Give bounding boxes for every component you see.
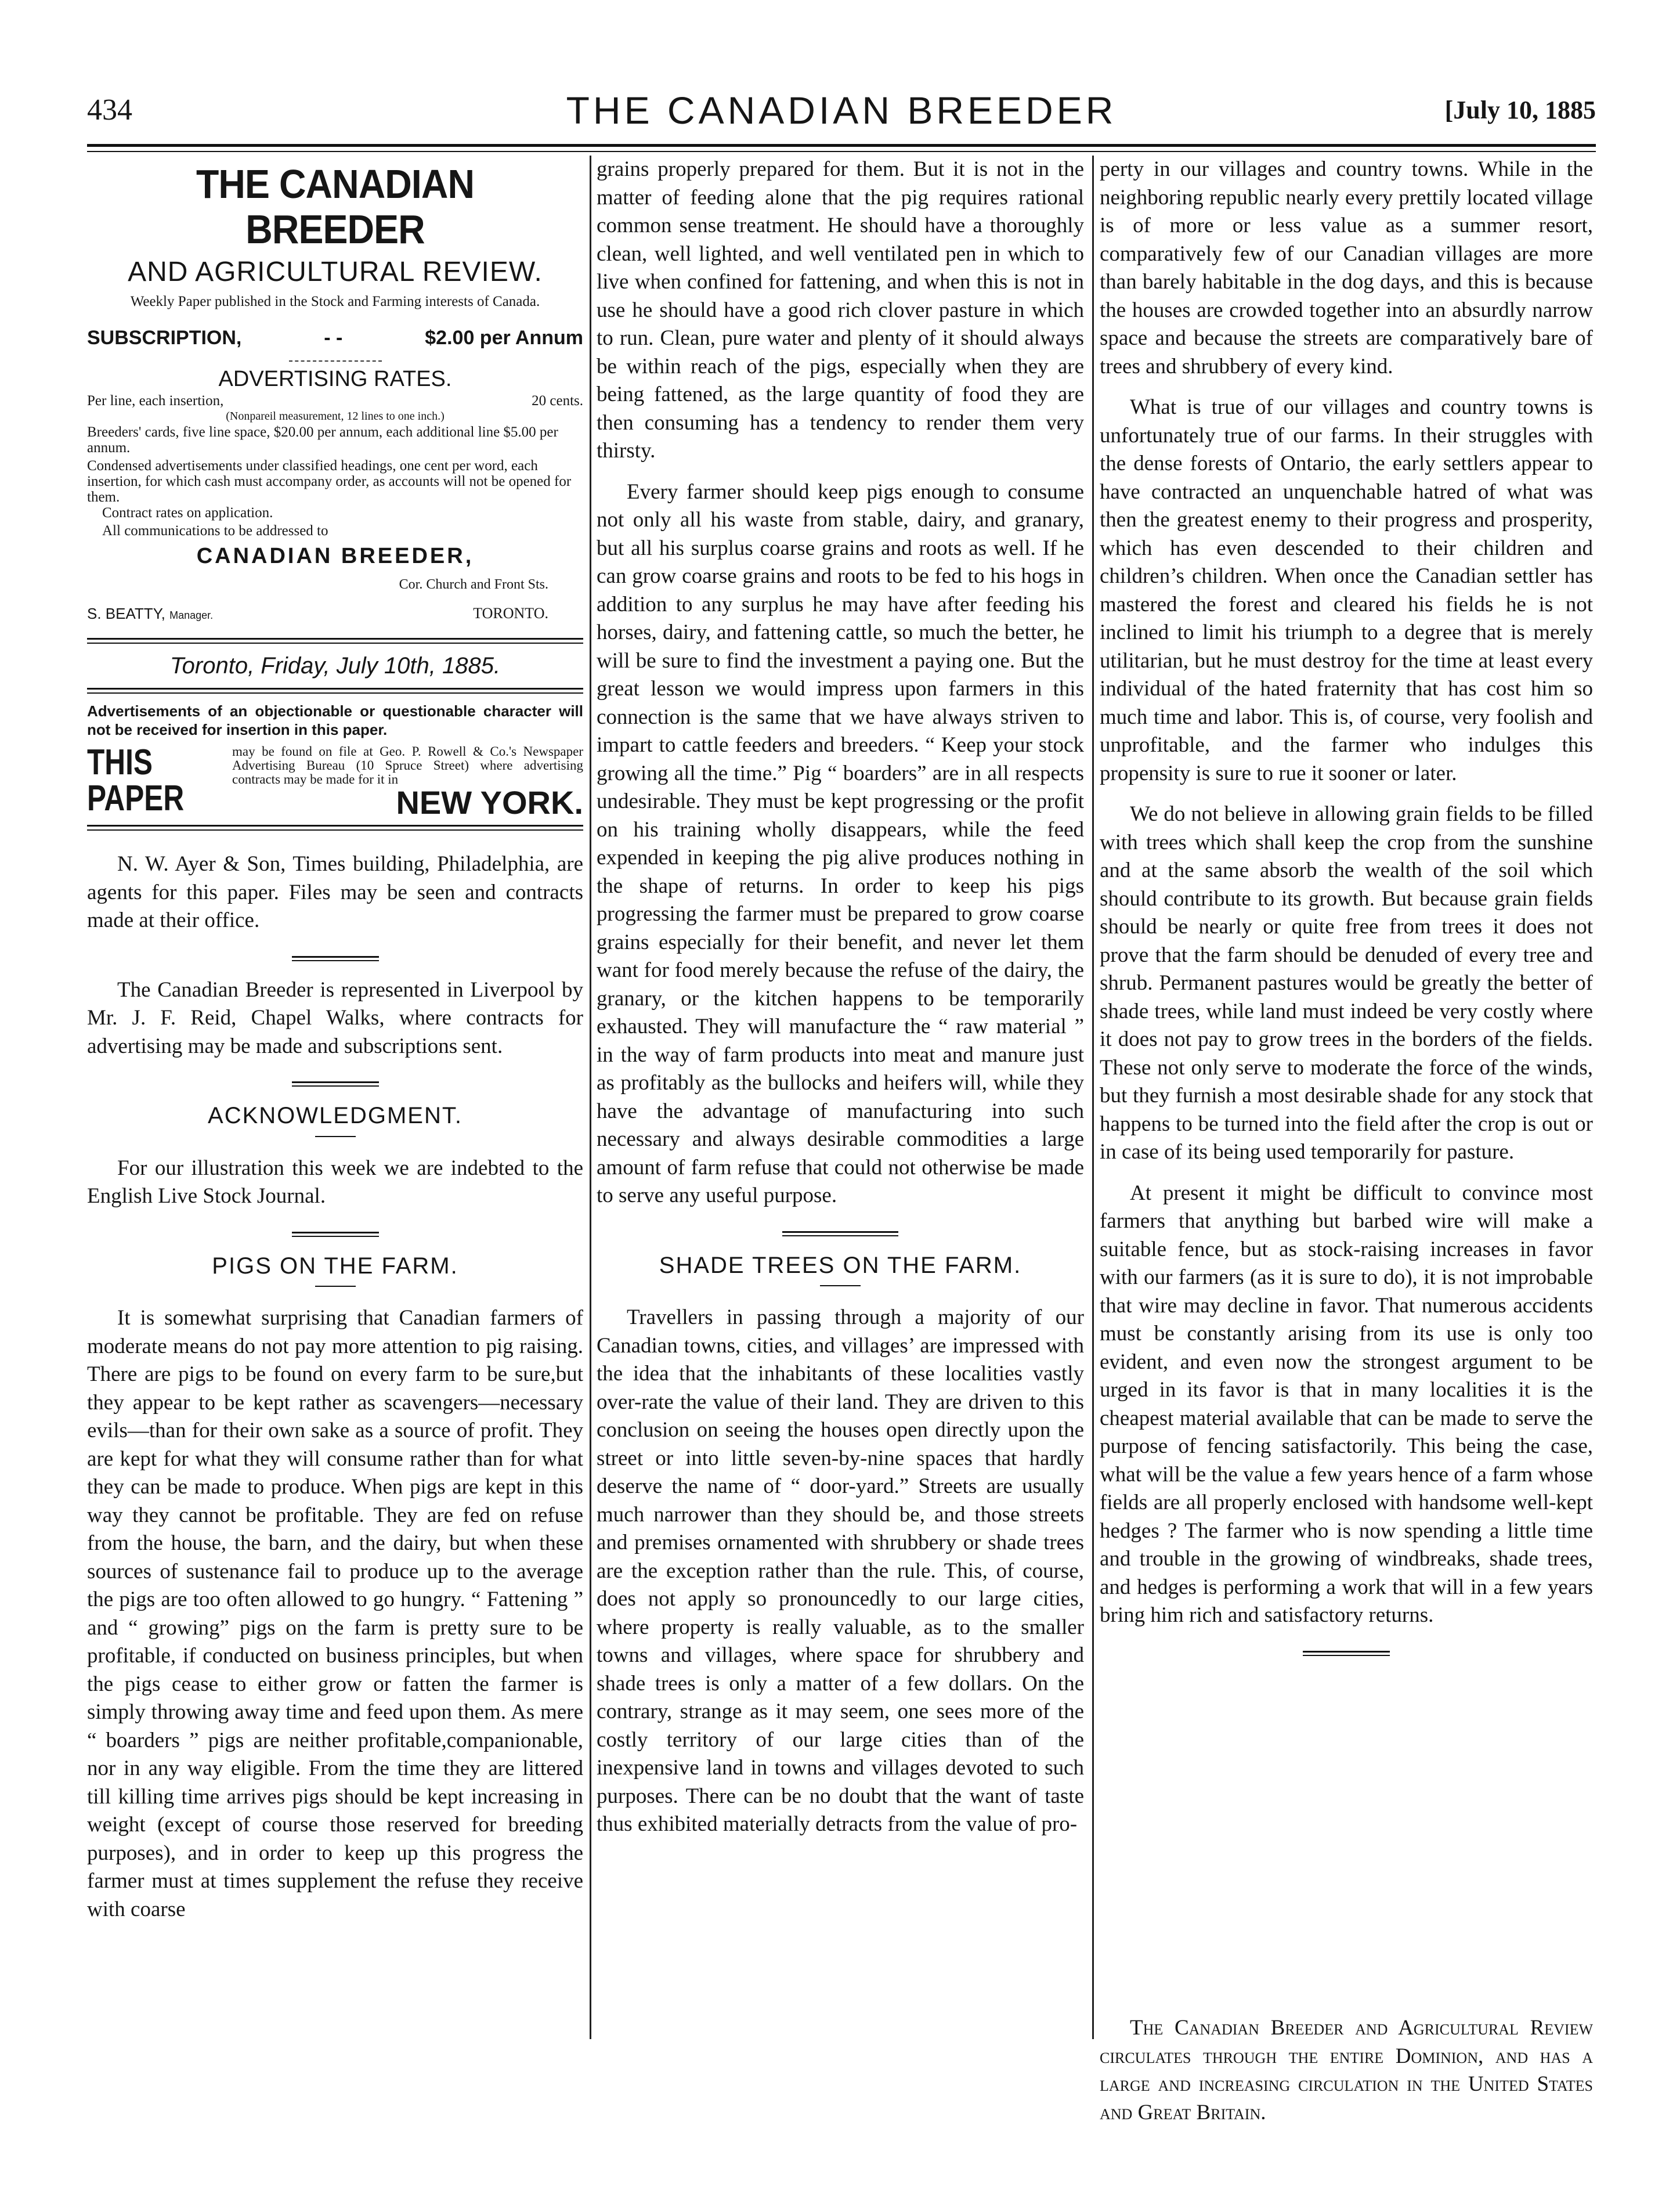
shade-paragraph-2: What is true of our villages and country towns is unfortunately true of our farms. In their struggles with the dense forests of Ontario, the early settlers appear to have contracted an unquenchable hatred of what was then the greatest enemy to their progress and prosperity, which has even descended to their children and children’s children. When once the Canadian settler has mastered the forest and cleared his fields he is not inclined to limit his triumph to a degree that is merely utilitarian, but he must destroy for the time at least every individual of the hated fraternity that has cost him so much time and labor. This is, of course, very foolish and unprofitable, and the farmer who indulges this propensity is sure to rue it sooner or later.: [1100, 395, 1593, 785]
subscription-label: SUBSCRIPTION,: [87, 327, 242, 349]
rate-line: [87, 393, 583, 409]
column-rule-1: [590, 156, 591, 2039]
this-paper-city: NEW YORK.: [396, 784, 583, 821]
column-1: [87, 156, 583, 1936]
address-city: TORONTO.: [473, 605, 548, 622]
column-rule-2: [1092, 156, 1094, 2039]
shade-paragraph-3: We do not believe in allowing grain fields to be filled with trees which shall keep the crop from the sunshine and at the same absorb the wealth of the soil which should contribute to its growth. But because grain fields should be nearly or quite free from trees it does not prove that the farm should be denuded of every tree and shrub. Permanent pastures would be greatly the better of shade trees, while land must indeed be very costly where it does not pay to grow trees in the borders of the fields. These not only serve to moderate the force of the winds, but they furnish a most desirable shade for any stock that happens to be turned into the field after the crop is out or in case of its being used temporarily for pasture.: [1100, 802, 1593, 1164]
dashed-divider: [289, 360, 382, 362]
dateline: Toronto, Friday, July 10th, 1885.: [169, 652, 501, 679]
address-name: CANADIAN BREEDER,: [196, 544, 474, 568]
ad-notice: Advertisements of an objectionable or questionable character will not be received for insertion in this paper.: [87, 702, 583, 738]
acknowledgment-heading: ACKNOWLEDGMENT.: [208, 1103, 463, 1128]
separator: [1303, 1651, 1390, 1656]
shade-paragraph-4: At present it might be difficult to convince most farmers that anything but barbed wire will make a suitable fence, but as stock-raising increases in favor with our farmers (as it is sure to do), it is not improbable that wire may decline in favor. That numerous accidents must be constantly arising from its use is only too evident, and even now the strongest argument to be urged in its favor is that in many localities it is the cheapest material available that can be made to serve the purpose of fencing satisfactorily. This being the case, what will be the value a few years hence of a farm whose fields are all properly enclosed with handsome well-kept hedges ? The farmer who is now spending a little time and trouble in the growing of windbreaks, shade trees, and hedges is performing a work that will in a few years bring him rich and satisfactory returns.: [1100, 1181, 1593, 1627]
condensed-ads: Condensed advertisements under classified headings, one cent per word, each insertion, for which cash must accompany order, as accounts will not be opened for them.: [87, 458, 572, 505]
breeders-cards: Breeders' cards, five line space, $20.00 per annum, each additional line $5.00 per annum.: [87, 424, 558, 456]
acknowledgment-paragraph: For our illustration this week we are indebted to the English Live Stock Journal.: [87, 1156, 583, 1208]
header-rule-thin: [87, 151, 1596, 152]
rate-line-left: Per line, each insertion,: [87, 393, 224, 409]
pigs-paragraph: It is somewhat surprising that Canadian farmers of moderate means do not pay more attention to pig raising. There are pigs to be found on every farm to be sure,but they appear to be kept rather as scavengers—necessary evils—than for their own sake as a source of profit. They are kept for what they will consume rather than for what they can be made to produce. When pigs are kept in this way they cannot be profitable. They are fed on refuse from the house, the barn, and the dairy, but when these sources of sustenance fail to produce up to the average the pigs are too often allowed to go hungry. “ Fattening ” and “ growing” pigs on the farm is pretty sure to be profitable, if conducted on business principles, but when the pigs cease to either grow or fatten the farmer is simply throwing away time and feed upon them. As mere “ boarders ” pigs are neither profitable,companionable, nor in any way eligible. From the time they are littered till killing time arrives pigs should be kept increasing in weight (except of course those reserved for breeding purposes), and in order to keep up this progress the farmer must at times supplement the refuse they receive with coarse: [87, 1306, 583, 1921]
shade-paragraph-cont: perty in our villages and country towns. While in the neighboring republic nearly every prettily located village is of more or less value as a summer resort, comparatively few of our Canadian villages are more than barely habitable in the dog days, and this is because the houses are crowded together into an absurdly narrow space and because the streets are comparatively bare of trees and shrubbery of every kind.: [1100, 157, 1593, 378]
pigs-paragraph-cont: grains properly prepared for them. But it is not in the matter of feeding alone that the pig requires rational common sense treatment. He should have a thoroughly clean, well lighted, and well ventilated pen in which to live when confined for fattening, and when this is not in use he should have a good rich clover pasture in which to run. Clean, pure water and plenty of it should always be within reach of the pigs, especially when they are being fattened, as the large quantity of food they are then consuming has a tendency to render them very thirsty.: [597, 157, 1084, 463]
separator: [292, 1232, 379, 1237]
double-rule: [87, 825, 583, 831]
masthead: [87, 161, 583, 310]
subscription-line: [87, 324, 583, 352]
liverpool-paragraph: The Canadian Breeder is represented in Liverpool by Mr. J. F. Reid, Chapel Walks, where contracts for advertising may be made and subscriptions sent.: [87, 977, 583, 1058]
double-rule: [87, 638, 583, 644]
page-number: 434: [87, 93, 132, 127]
masthead-subtitle: AND AGRICULTURAL REVIEW.: [128, 257, 543, 287]
manager-line: [87, 600, 583, 630]
rate-note: (Nonpareil measurement, 12 lines to one inch.): [226, 410, 445, 423]
subscription-price: $2.00 per Annum: [425, 327, 583, 349]
issue-date: [July 10, 1885: [1444, 96, 1596, 124]
manager-name: S. BEATTY,: [87, 605, 165, 622]
contract-rates: Contract rates on application.: [102, 505, 273, 521]
this-paper-ad: [87, 742, 583, 821]
manager: [87, 600, 213, 630]
pigs-heading: PIGS ON THE FARM.: [212, 1253, 458, 1279]
header-rule: [87, 144, 1596, 150]
shade-trees-paragraph: Travellers in passing through a majority of our Canadian towns, cities, and villages’ are impressed with the idea that the inhabitants of these localities vastly over-rate the value of their land. They are driven to this conclusion on seeing the houses open directly upon the street or into little seven-by-nine spaces that hardly deserve the name of “ door-yard.” Streets are usually much narrower than they should be, and those streets and premises ornamented with shrubbery or shade trees are the exception rather than the rule. This, of course, does not apply so pronouncedly to our large cities, where property is really valuable, as to the smaller towns and villages, where space for shrubbery and shade trees is only a matter of a few dollars. On the contrary, strange as it may seem, one sees more of the costly territory of our large cities than of the inexpensive land in towns and villages devoted to such purposes. There can be no doubt that the want of taste thus exhibited materially detracts from the value of pro-: [597, 1305, 1084, 1836]
masthead-title: THE CANADIAN BREEDER: [196, 161, 475, 252]
this-paper-label: THIS PAPER: [87, 742, 185, 818]
manager-title: Manager.: [169, 609, 214, 621]
rate-line-right: 20 cents.: [532, 393, 583, 409]
separator: [292, 1081, 379, 1087]
running-header: [87, 89, 1596, 145]
address-street: Cor. Church and Front Sts.: [399, 576, 548, 592]
this-paper-text: [232, 745, 583, 819]
advertising-rates: [87, 393, 583, 539]
heading-rule: [315, 1286, 356, 1287]
advertising-heading: ADVERTISING RATES.: [218, 366, 452, 391]
circulation-notice: [1100, 2014, 1593, 2127]
separator: [782, 1231, 898, 1236]
separator: [292, 956, 379, 961]
column-2: [597, 156, 1084, 1852]
pigs-paragraph-2: Every farmer should keep pigs enough to consume not only all his waste from stable, dairy, and granary, but all his surplus coarse grains and roots as well. If he can grow coarse grains and roots to be fed to his hogs in addition to any surplus he may have after feeding his horses, dairy, and fattening cattle, so much the better, he will be sure to find the investment a paying one. But the great lesson we would impress upon farmers in this connection is the same that we have always striven to impart to cattle feeders and breeders. “ Keep your stock growing all the time.” Pig “ boarders” are in all respects undesirable. They must be kept progressing or the profit on his training wholly disappears, while the feed expended in keeping the pig alive produces nothing in the shape of returns. In order to keep his pigs progressing the farmer must be prepared to grow coarse grains especially for their benefit, and never let them want for food merely because the refuse of the dairy, the granary, or the kitchen happens to be temporarily exhausted. They will manufacture the “ raw material ” in the way of farm products into meat and manure just as profitably as the bullocks and heifers will, while they have the advantage of manufacturing into such necessary and always desirable commodities a large amount of farm refuse that could not otherwise be made to serve any useful purpose.: [597, 479, 1084, 1207]
heading-rule: [315, 1136, 356, 1137]
masthead-weekly: Weekly Paper published in the Stock and Farming interests of Canada.: [130, 294, 540, 309]
subscription-dashes: - -: [324, 327, 343, 349]
double-rule: [87, 688, 583, 694]
ayer-paragraph: N. W. Ayer & Son, Times building, Philadelphia, are agents for this paper. Files may be seen and contracts made at their office.: [87, 852, 583, 932]
circulation-paragraph: The Canadian Breeder and Agricultural Review circulates through the entire Dominion, and has a large and increasing circulation in the United States and Great Britain.: [1100, 2016, 1593, 2124]
column-3: [1100, 156, 1593, 1671]
heading-rule: [820, 1285, 861, 1286]
this-paper-body: may be found on file at Geo. P. Rowell & Co.'s Newspaper Advertising Bureau (10 Spruce Street) where advertising contracts may be made for it in: [232, 744, 583, 787]
running-title: THE CANADIAN BREEDER: [566, 89, 1117, 132]
communications: All communications to be addressed to: [102, 523, 328, 539]
shade-trees-heading: SHADE TREES ON THE FARM.: [659, 1252, 1022, 1278]
